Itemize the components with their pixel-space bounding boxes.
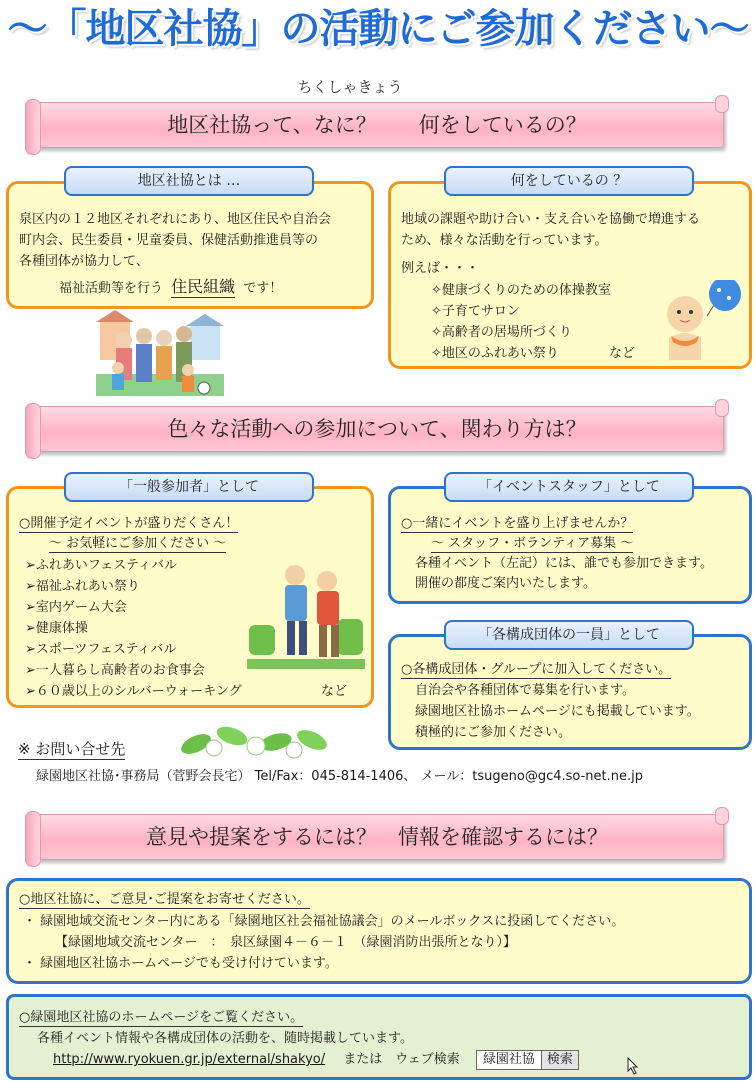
banner-label: 色々な活動への参加について、関わり方は？: [167, 417, 587, 441]
event-item: ➢健康体操: [25, 621, 88, 636]
staff-sub-text: ～ スタッフ・ボランティア募集 ～: [431, 536, 634, 551]
event-item: ➢ふれあいフェスティバル: [25, 558, 177, 573]
general-lead: [19, 513, 238, 534]
banner-opinion: [30, 814, 724, 860]
tab-event-staff: 「イベントスタッフ」として: [444, 472, 694, 502]
search-input[interactable]: 緑園社協: [476, 1050, 542, 1070]
general-sub: [49, 533, 226, 554]
opinion-lead-text: ○地区社協に、ご意見･ご提案をお寄せください。: [19, 892, 310, 907]
opinion-line-1: ・ 緑園地域交流センター内にある「緑園地区社会福祉協議会」のメールボックスに投函してください。: [23, 914, 625, 929]
banner-participation: [30, 406, 724, 452]
doing-tail: など: [609, 346, 636, 361]
doing-item: ✧子育てサロン: [431, 304, 520, 319]
member-lead-text: ○各構成団体・グループに加入してください。: [401, 662, 672, 677]
member-line-1: 自治会や各種団体で募集を行います。: [415, 683, 635, 698]
doing-example: 例えば・・・: [401, 261, 480, 276]
staff-lead: [401, 513, 633, 534]
doing-item: ✧健康づくりのための体操教室: [431, 283, 611, 298]
staff-line-2: 開催の都度ご案内いたします。: [415, 576, 596, 591]
general-tail: など: [321, 684, 348, 699]
search-button[interactable]: 検索: [541, 1050, 579, 1070]
homepage-search-row: [53, 1049, 579, 1070]
doing-line-1: 地域の課題や助け合い・支え合いを協働で増進する: [401, 212, 701, 227]
doing-item: ✧高齢者の居場所づくり: [431, 325, 572, 340]
resident-org-emphasis: 住民組織: [171, 277, 236, 296]
doing-line-2: ため、様々な活動を行っています。: [401, 233, 608, 248]
member-line-2: 緑園地区社協ホームページにも掲載しています。: [415, 704, 700, 719]
member-lead: [401, 659, 671, 680]
mouse-cursor-icon: [627, 1057, 641, 1075]
doing-item: ✧地区のふれあい祭り: [431, 346, 559, 361]
what-line-3: 各種団体が協力して、: [19, 254, 149, 269]
opinion-line-2: 【緑園地域交流センター ： 泉区緑園４－６－１ （緑園消防出張所となり）】: [55, 935, 516, 950]
event-item: ➢福祉ふれあい祭り: [25, 579, 140, 594]
tab-member: 「各構成団体の一員」として: [444, 620, 694, 650]
member-box: [388, 634, 752, 750]
search-prompt: または ウェブ検索: [343, 1052, 460, 1067]
member-line-3: 積極的にご参加ください。: [415, 725, 572, 740]
page-title: ～「地区社協」の活動にご参加ください～: [7, 6, 749, 52]
contact-detail: 緑園地区社協･事務局（菅野会長宅） Tel/Fax：045-814-1406、 メール：tsugeno@gc4.so-net.ne.jp: [36, 769, 643, 784]
tab-what-is: 地区社協とは …: [64, 166, 314, 196]
general-participant-box: [6, 486, 374, 708]
homepage-line-1: 各種イベント情報や各構成団体の活動を、随時掲載しています。: [37, 1031, 413, 1046]
opinion-line-3: ・ 緑園地区社協ホームページでも受け付けています。: [23, 956, 338, 971]
activities-box: [388, 181, 752, 369]
event-staff-box: [388, 486, 752, 604]
what-line-1: 泉区内の１２地区それぞれにあり、地区住民や自治会: [19, 212, 332, 227]
banner-label: 意見や提案をするには？ 情報を確認するには？: [146, 825, 608, 849]
event-item: ➢６０歳以上のシルバーウォーキング: [25, 684, 242, 699]
contact-heading: ※ お問い合せ先: [18, 740, 126, 758]
leaf-flower-decoration: [176, 718, 332, 764]
homepage-url-link[interactable]: http://www.ryokuen.gr.jp/external/shakyo/: [53, 1052, 326, 1067]
what-is-box: [6, 181, 374, 309]
general-sub-text: ～ お気軽にご参加ください ～: [49, 536, 227, 551]
event-item: ➢スポーツフェスティバル: [25, 642, 177, 657]
what-line-4a: 福祉活動等を行う: [59, 281, 164, 296]
tab-general-participant: 「一般参加者」として: [64, 472, 314, 502]
general-lead-text: ○開催予定イベントが盛りだくさん！: [19, 516, 239, 531]
family-illustration: [96, 310, 224, 404]
what-line-4c: です！: [243, 281, 283, 296]
walking-couple-illustration: [247, 555, 365, 679]
title-ruby: ちくしゃきょう: [297, 78, 403, 96]
homepage-box: [6, 994, 752, 1080]
opinion-box: [6, 878, 752, 984]
baby-balloon-illustration: [659, 280, 747, 364]
homepage-lead: [19, 1007, 303, 1028]
tab-what-doing: 何をしているの ？: [444, 166, 694, 196]
what-line-4: [59, 276, 282, 299]
banner-what-is: [30, 102, 724, 148]
contact-heading-wrap: [18, 738, 125, 760]
banner-label: 地区社協って、なに？ 何をしているの？: [167, 113, 587, 137]
staff-line-1: 各種イベント（左記）には、誰でも参加できます。: [415, 556, 713, 571]
homepage-lead-text: ○緑園地区社協のホームページをご覧ください。: [19, 1010, 304, 1025]
staff-sub: [431, 533, 633, 554]
event-item: ➢室内ゲーム大会: [25, 600, 127, 615]
staff-lead-text: ○一緒にイベントを盛り上げませんか？: [401, 516, 634, 531]
event-item: ➢一人暮らし高齢者のお食事会: [25, 663, 205, 678]
what-line-2: 町内会、民生委員・児童委員、保健活動推進員等の: [19, 233, 319, 248]
opinion-lead: [19, 889, 310, 910]
